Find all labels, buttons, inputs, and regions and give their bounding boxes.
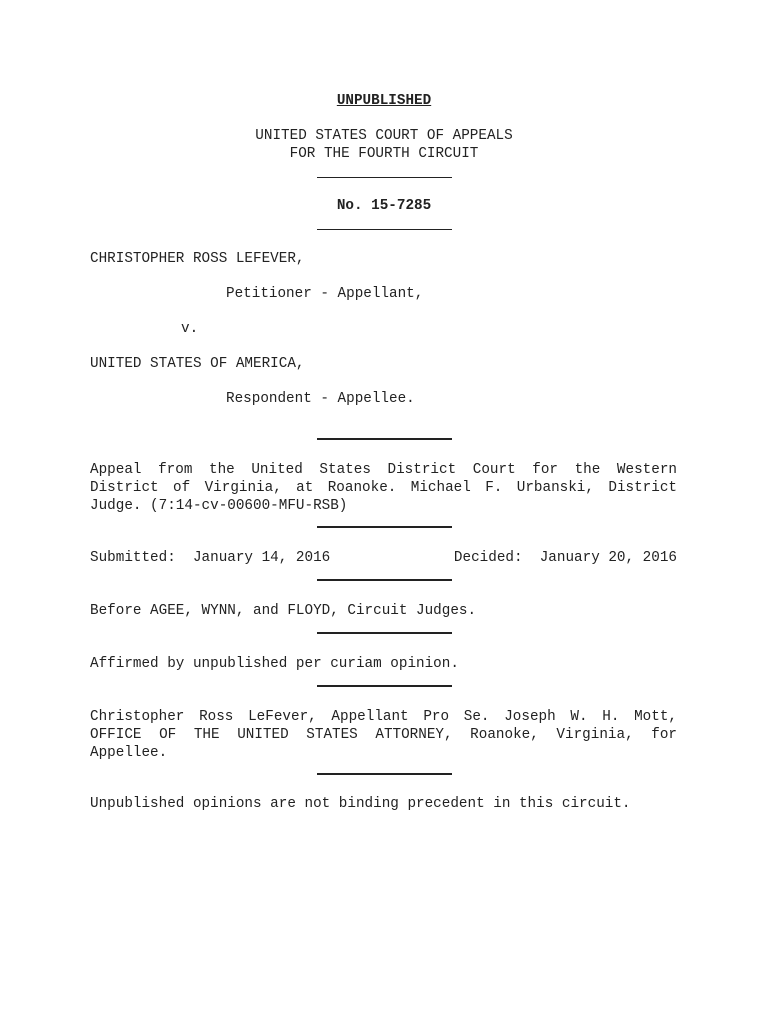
divider-rule — [317, 632, 452, 634]
divider-rule — [317, 773, 452, 775]
counsel-line: Christopher Ross LeFever, Appellant Pro Se. Joseph W. H. Mott, — [90, 709, 677, 725]
appeal-line: District of Virginia, at Roanoke. Michael F. Urbanski, District — [90, 480, 677, 496]
decided-date: Decided: January 20, 2016 — [453, 550, 677, 566]
divider-rule — [317, 526, 452, 528]
submitted-date: Submitted: January 14, 2016 — [90, 550, 331, 566]
precedent-notice: Unpublished opinions are not binding precedent in this circuit. — [90, 796, 631, 812]
appeal-line: Appeal from the United States District Court for the Western — [90, 462, 677, 478]
unpublished-heading: UNPUBLISHED — [336, 93, 432, 109]
divider-rule — [317, 177, 452, 178]
counsel-line: OFFICE OF THE UNITED STATES ATTORNEY, Roanoke, Virginia, for — [90, 727, 677, 743]
panel-judges: Before AGEE, WYNN, and FLOYD, Circuit Judges. — [90, 603, 477, 619]
respondent-role: Respondent - Appellee. — [226, 391, 415, 407]
divider-rule — [317, 685, 452, 687]
petitioner-name: CHRISTOPHER ROSS LEFEVER, — [90, 251, 305, 267]
counsel-paragraph — [90, 708, 677, 762]
dates-row — [90, 549, 677, 567]
divider-rule — [317, 229, 452, 230]
disposition: Affirmed by unpublished per curiam opinion. — [90, 656, 459, 672]
respondent-name: UNITED STATES OF AMERICA, — [90, 356, 305, 372]
petitioner-role: Petitioner - Appellant, — [226, 286, 424, 302]
court-name-line2: FOR THE FOURTH CIRCUIT — [289, 146, 479, 162]
counsel-line: Appellee. — [90, 745, 168, 761]
appeal-paragraph — [90, 461, 677, 515]
court-name-line1: UNITED STATES COURT OF APPEALS — [255, 128, 513, 144]
appeal-line: Judge. (7:14-cv-00600-MFU-RSB) — [90, 498, 348, 514]
divider-rule — [317, 579, 452, 581]
divider-rule — [317, 438, 452, 440]
versus: v. — [181, 321, 199, 337]
case-number: No. 15-7285 — [336, 198, 432, 214]
